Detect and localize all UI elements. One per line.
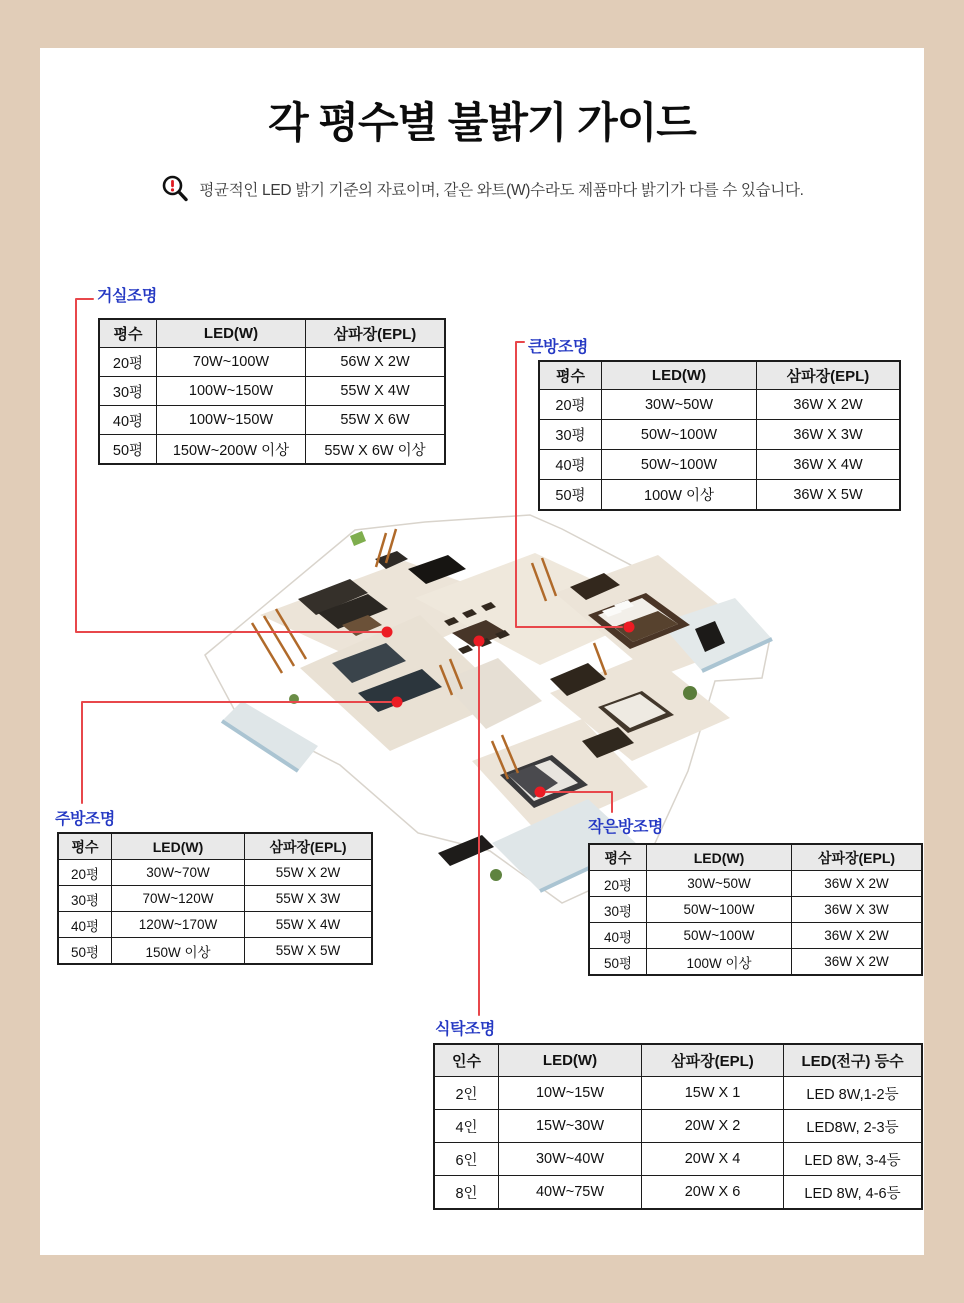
column-header: 인수 [434,1044,499,1077]
table-cell: 50평 [58,938,112,965]
column-header: LED(W) [602,361,757,390]
table-row [58,938,372,965]
label-small-room: 작은방조명 [588,819,663,836]
dining-table-table [433,1043,923,1210]
table-cell: 36W X 2W [792,949,923,976]
notice-text: 평균적인 LED 밝기 기준의 자료이며, 같은 와트(W)수라도 제품마다 밝기가 다를 수 있습니다. [199,182,804,199]
table-cell: 40평 [99,406,157,435]
table-row [589,871,922,897]
column-header: LED(W) [112,833,245,860]
table-cell: 20W X 4 [642,1143,784,1176]
table-cell: 100W 이상 [647,949,792,976]
table-row [434,1110,922,1143]
table-cell: 50W~100W [602,420,757,450]
column-header: 삼파장(EPL) [306,319,446,348]
table-cell: 36W X 2W [757,390,901,420]
table-cell: LED8W, 2-3등 [784,1110,923,1143]
table-cell: 15W~30W [499,1110,642,1143]
table-cell: 55W X 4W [306,377,446,406]
table-cell: 50평 [539,480,602,511]
small-room-table [588,843,923,976]
table-cell: 30평 [589,897,647,923]
table-cell: 8인 [434,1176,499,1210]
table-cell: 30평 [539,420,602,450]
table-cell: 20평 [539,390,602,420]
table-row [58,912,372,938]
table-cell: 2인 [434,1077,499,1110]
table-cell: 30W~70W [112,860,245,886]
table-cell: 55W X 3W [245,886,373,912]
table-cell: 150W~200W 이상 [157,435,306,465]
label-dining: 식탁조명 [435,1021,495,1038]
notice-row [0,174,964,204]
table-cell: 36W X 2W [792,923,923,949]
table-cell: 36W X 2W [792,871,923,897]
table-row [58,886,372,912]
table-cell: 40평 [539,450,602,480]
table-row [539,480,900,511]
warning-magnifier-icon [160,174,190,204]
table-row [589,897,922,923]
column-header: 삼파장(EPL) [792,844,923,871]
table-cell: 4인 [434,1110,499,1143]
table-cell: 36W X 5W [757,480,901,511]
table-row [99,377,445,406]
table-cell: 100W 이상 [602,480,757,511]
column-header: 삼파장(EPL) [757,361,901,390]
table-cell: 55W X 2W [245,860,373,886]
table-cell: 40W~75W [499,1176,642,1210]
column-header: 삼파장(EPL) [642,1044,784,1077]
label-living-room: 거실조명 [97,288,157,305]
table-cell: 20평 [58,860,112,886]
table-row [434,1077,922,1110]
table-row [589,923,922,949]
table-cell: 15W X 1 [642,1077,784,1110]
table-cell: 55W X 5W [245,938,373,965]
table-cell: 30평 [58,886,112,912]
kitchen-table [57,832,373,965]
table-cell: 20평 [99,348,157,377]
table-cell: 36W X 3W [792,897,923,923]
table-cell: 100W~150W [157,377,306,406]
label-big-room: 큰방조명 [528,339,588,356]
table-cell: 40평 [589,923,647,949]
table-cell: 100W~150W [157,406,306,435]
column-header: 평수 [99,319,157,348]
table-cell: 30평 [99,377,157,406]
table-cell: 56W X 2W [306,348,446,377]
table-cell: 50W~100W [647,923,792,949]
column-header: 평수 [539,361,602,390]
living-room-table [98,318,446,465]
table-cell: 50W~100W [602,450,757,480]
table-row [539,420,900,450]
table-cell: 20W X 6 [642,1176,784,1210]
column-header: 삼파장(EPL) [245,833,373,860]
table-cell: 50W~100W [647,897,792,923]
label-kitchen: 주방조명 [55,811,115,828]
column-header: LED(W) [647,844,792,871]
table-row [99,406,445,435]
table-cell: 55W X 4W [245,912,373,938]
table-cell: 55W X 6W 이상 [306,435,446,465]
big-room-table [538,360,901,511]
table-cell: 36W X 3W [757,420,901,450]
table-row [539,450,900,480]
table-cell: 20W X 2 [642,1110,784,1143]
table-row [99,435,445,465]
column-header: LED(W) [157,319,306,348]
table-row [539,390,900,420]
column-header: 평수 [58,833,112,860]
table-row [434,1176,922,1210]
table-cell: 6인 [434,1143,499,1176]
table-cell: LED 8W, 4-6등 [784,1176,923,1210]
column-header: LED(전구) 등수 [784,1044,923,1077]
table-row [589,949,922,976]
table-cell: 55W X 6W [306,406,446,435]
table-cell: 30W~40W [499,1143,642,1176]
table-cell: 20평 [589,871,647,897]
table-row [434,1143,922,1176]
table-cell: 36W X 4W [757,450,901,480]
table-cell: 70W~120W [112,886,245,912]
table-row [58,860,372,886]
table-cell: 50평 [589,949,647,976]
table-cell: 50평 [99,435,157,465]
table-cell: 40평 [58,912,112,938]
table-cell: LED 8W,1-2등 [784,1077,923,1110]
table-row [99,348,445,377]
column-header: LED(W) [499,1044,642,1077]
table-cell: LED 8W, 3-4등 [784,1143,923,1176]
table-cell: 10W~15W [499,1077,642,1110]
table-cell: 30W~50W [647,871,792,897]
table-cell: 30W~50W [602,390,757,420]
column-header: 평수 [589,844,647,871]
page-title: 각 평수별 불밝기 가이드 [268,99,696,146]
table-cell: 120W~170W [112,912,245,938]
table-cell: 150W 이상 [112,938,245,965]
table-cell: 70W~100W [157,348,306,377]
